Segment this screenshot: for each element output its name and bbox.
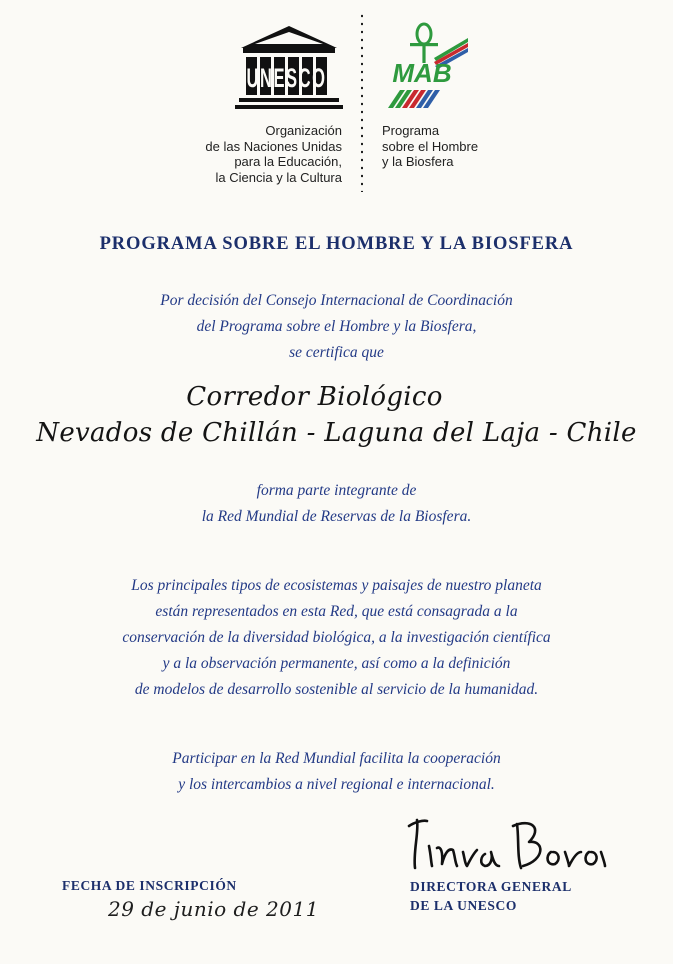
mab-line: y la Biosfera bbox=[382, 154, 454, 169]
org-line: la Ciencia y la Cultura bbox=[215, 169, 342, 185]
certificate-title: PROGRAMA SOBRE EL HOMBRE Y LA BIOSFERA bbox=[99, 234, 574, 254]
director-line: DE LA UNESCO bbox=[410, 898, 517, 913]
org-line: para la Educación, bbox=[234, 154, 342, 169]
participate-line: y los intercambios a nivel regional e internacional. bbox=[178, 776, 495, 793]
participate-paragraph bbox=[0, 746, 673, 798]
mab-logo bbox=[378, 18, 470, 114]
intro-line: del Programa sobre el Hombre y la Biosfera, bbox=[196, 318, 477, 335]
mab-line: sobre el Hombre bbox=[382, 138, 479, 154]
director-line: DIRECTORA GENERAL bbox=[410, 879, 572, 894]
director-signature bbox=[405, 812, 610, 874]
intro-paragraph bbox=[0, 288, 673, 366]
intro-line: Por decisión del Consejo Internacional de Coordinación bbox=[160, 292, 513, 309]
part-of-line: forma parte integrante de bbox=[256, 482, 417, 499]
description-line: conservación de la diversidad biológica, a la investigación científica bbox=[122, 629, 551, 646]
unesco-logo bbox=[233, 22, 345, 110]
description-line: Los principales tipos de ecosistemas y paisajes de nuestro planeta bbox=[131, 577, 542, 594]
mab-line: Programa bbox=[382, 123, 440, 138]
part-of-paragraph bbox=[0, 478, 673, 530]
intro-line: se certifica que bbox=[289, 344, 384, 361]
unesco-org-name bbox=[160, 123, 342, 185]
description-line: de modelos de desarrollo sostenible al servicio de la humanidad. bbox=[134, 681, 539, 698]
reserve-name-line-2: Nevados de Chillán - Laguna del Laja - Chile bbox=[36, 418, 637, 448]
svg-text:UNESCO: UNESCO bbox=[246, 63, 327, 93]
svg-text:MAB: MAB bbox=[392, 58, 452, 88]
registration-date-label: FECHA DE INSCRIPCIÓN bbox=[62, 878, 237, 893]
participate-line: Participar en la Red Mundial facilita la cooperación bbox=[172, 750, 501, 767]
org-line: Organización bbox=[265, 123, 342, 138]
reserve-name-line-1: Corredor Biológico bbox=[186, 382, 443, 412]
description-paragraph bbox=[0, 573, 673, 703]
description-line: están representados en esta Red, que está consagrada a la bbox=[155, 603, 518, 620]
director-title bbox=[410, 877, 572, 915]
registration-date-value: 29 de junio de 2011 bbox=[108, 897, 319, 921]
dotted-divider bbox=[361, 12, 363, 192]
part-of-line: la Red Mundial de Reservas de la Biosfera. bbox=[201, 508, 472, 525]
mab-program-name bbox=[382, 123, 522, 170]
org-line: de las Naciones Unidas bbox=[205, 138, 342, 154]
description-line: y a la observación permanente, así como a la definición bbox=[162, 655, 511, 672]
